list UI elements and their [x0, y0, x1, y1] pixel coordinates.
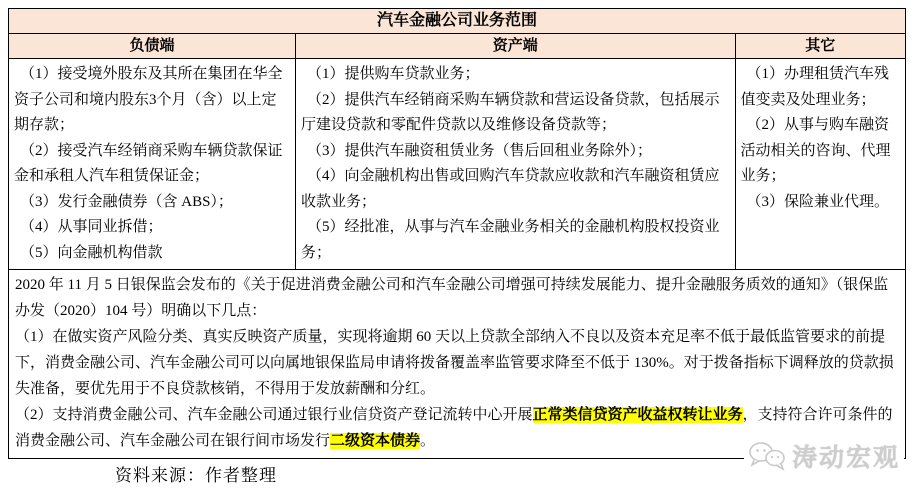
list-item: （3）提供汽车融资租赁业务（售后回租业务除外）；	[307, 142, 653, 159]
notice-point-2-text: 。	[420, 433, 436, 449]
list-item: （1）办理租赁汽车残值变卖及处理业务；	[740, 66, 890, 108]
table-header-row	[9, 34, 906, 59]
list-item: （1）接受境外股东及其所在集团在华全资子公司和境内股东3个月（含）以上定期存款；	[14, 66, 283, 133]
list-item: （1）提供购车贷款业务；	[307, 66, 480, 82]
list-item: （4）向金融机构出售或回购汽车贷款应收款和汽车融资租赁应收款业务；	[301, 168, 720, 210]
highlighted-text-receivable-transfer: 正常类信贷资产收益权转让业务	[532, 407, 743, 423]
table-body-row	[9, 59, 906, 270]
table-title-row	[9, 9, 906, 34]
notice-cell	[9, 270, 906, 459]
list-item: （4）从事同业拆借；	[20, 219, 163, 235]
list-item: （2）从事与购车融资活动相关的咨询、代理业务；	[740, 117, 891, 184]
business-scope-table	[8, 8, 906, 459]
other-cell	[735, 59, 905, 270]
column-header-liability: 负债端	[9, 34, 296, 59]
column-header-other: 其它	[735, 34, 905, 59]
list-item: （2）提供汽车经销商采购车辆贷款和营运设备贷款，包括展示厅建设贷款和零配件贷款以及维修设备贷款等；	[301, 91, 720, 133]
list-item: （3）保险兼业代理。	[746, 193, 890, 210]
highlighted-text-tier2-bonds: 二级资本债券	[330, 433, 421, 449]
source-note: 资料来源：作者整理	[115, 466, 277, 485]
liability-cell	[9, 59, 296, 270]
notice-intro: 2020 年 11 月 5 日银保监会发布的《关于促进消费金融公司和汽车金融公司增强可持续发展能力、提升金融服务质效的通知》（银保监办发（2020）104 号）明确以下几点：	[15, 277, 889, 319]
list-item: （5）经批准，从事与汽车金融业务相关的金融机构股权投资业务；	[301, 219, 720, 261]
table-title: 汽车金融公司业务范围	[9, 9, 906, 34]
taodong-macro-logo	[744, 438, 904, 474]
list-item: （5）向金融机构借款	[20, 244, 163, 261]
logo-text: 涛动宏观	[791, 445, 900, 472]
notice-point-2-text: （2）支持消费金融公司、汽车金融公司通过银行业信贷资产登记流转中心开展	[15, 407, 533, 423]
notice-point-2-text: ，支持符合许可条件的消费金融公司、汽车金融公司在银行间市场发行	[15, 407, 893, 449]
notice-row	[9, 270, 906, 459]
column-header-asset: 资产端	[296, 34, 736, 59]
wechat-chat-bubbles-icon	[748, 441, 786, 471]
notice-point-1: （1）在做实资产风险分类、真实反映资产质量，实现将逾期 60 天以上贷款全部纳入不良以及资本充足率不低于最低监管要求的前提下，消费金融公司、汽车金融公司可以向属地银保监局申请将拨备覆盖率监管要求降至不低于 130%。对于拨备指标下调释放的贷款损失准备，要优先用于不良贷款核销，不得用于发放薪酬和分红。	[15, 329, 894, 397]
list-item: （2）接受汽车经销商采购车辆贷款保证金和承租人汽车租赁保证金；	[14, 142, 283, 184]
asset-cell	[296, 59, 736, 270]
list-item: （3）发行金融债券（含 ABS）；	[20, 193, 233, 210]
